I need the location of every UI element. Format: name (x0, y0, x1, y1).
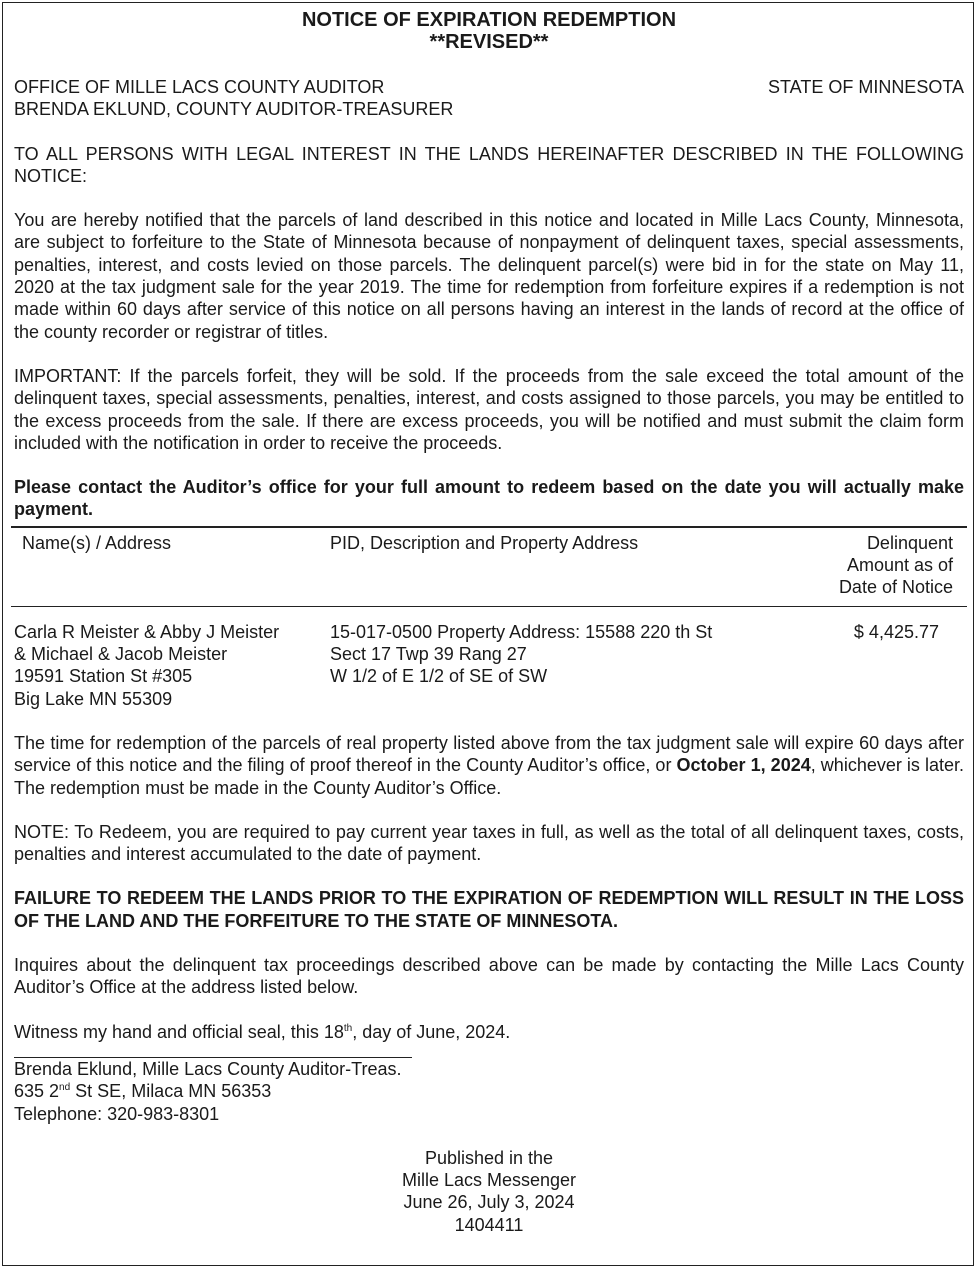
owner-cell (14, 621, 330, 710)
paragraph-contact: Please contact the Auditor’s office for your full amount to redeem based on the date you will actually make payment. (14, 477, 964, 520)
header-amount-line3: Date of Notice (838, 576, 953, 597)
witness-text-end: , day of June, 2024. (352, 1021, 511, 1042)
description-line: Sect 17 Twp 39 Rang 27 (330, 644, 527, 665)
header-amount (810, 532, 953, 598)
owner-line: Big Lake MN 55309 (14, 688, 173, 709)
witness-line (14, 1021, 964, 1043)
witness-sup: th (343, 1022, 353, 1034)
paragraph-important: IMPORTANT: If the parcels forfeit, they will be sold. If the proceeds from the sale exceed the total amount of the delinquent taxes, special assessments, penalties, interest, and costs assigned to those parcels, you may be entitled to the excess proceeds from the sale. If there are excess proceeds, you will be notified and must submit the claim form included with the notification in order to receive the proceeds. (14, 365, 964, 453)
table-header (14, 528, 964, 600)
notice-subtitle: **REVISED** (429, 31, 549, 53)
address-text-end: St SE, Milaca MN 56353 (70, 1081, 272, 1102)
witness-text: Witness my hand and official seal, this 18 (14, 1021, 344, 1042)
amount-cell: $ 4,425.77 (853, 621, 939, 642)
paragraph-warning: FAILURE TO REDEEM THE LANDS PRIOR TO THE EXPIRATION OF REDEMPTION WILL RESULT IN THE LOSS OF THE LAND AND THE FORFEITURE TO THE STATE OF MINNESOTA. (14, 888, 964, 931)
office-line (14, 76, 964, 98)
paragraph-forfeiture: You are hereby notified that the parcels of land described in this notice and located in Mille Lacs County, Minnesota, are subject to forfeiture to the State of Minnesota because of nonpayment of delinquent taxes, special assessments, penalties, interest, and costs levied on those parcels. The delinquent parcel(s) were bid in for the state on May 11, 2020 at the tax judgment sale for the year 2019. The time for redemption from forfeiture expires if a redemption is not made within 60 days after service of this notice on all persons having an interest in the lands of record at the office of the county recorder or registrar of titles. (14, 210, 964, 342)
redemption-text: The time for redemption of the parcels of real property listed above from the tax judgment sale will expire 60 days after service of this notice and the filing of proof thereof in the County Auditor’s office, or (14, 732, 964, 776)
address-sup: nd (59, 1082, 71, 1094)
publication-number: 1404411 (454, 1214, 524, 1235)
paragraph-inquiries: Inquires about the delinquent tax proceedings described above can be made by contacting the Mille Lacs County Auditor’s Office at the address listed below. (14, 955, 964, 998)
paragraph-redemption-time (14, 732, 964, 799)
owner-line: & Michael & Jacob Meister (14, 644, 228, 665)
description-line: 15-017-0500 Property Address: 15588 220 th St (330, 621, 713, 642)
signature-phone: Telephone: 320-983-8301 (14, 1103, 220, 1124)
owner-line: Carla R Meister & Abby J Meister (14, 621, 280, 642)
publication-line: Published in the (424, 1147, 554, 1168)
description-line: W 1/2 of E 1/2 of SE of SW (330, 666, 548, 687)
signature-name: Brenda Eklund, Mille Lacs County Auditor-Treas. (14, 1058, 402, 1079)
paragraph-note: NOTE: To Redeem, you are required to pay current year taxes in full, as well as the total of all delinquent taxes, costs, penalties and interest accumulated to the date of payment. (14, 821, 964, 865)
header-amount-line2: Amount as of (846, 554, 953, 575)
publication-dates: June 26, July 3, 2024 (403, 1192, 575, 1213)
signature-address (14, 1080, 964, 1102)
publication-block (14, 1147, 964, 1236)
redemption-date: October 1, 2024 (676, 755, 811, 776)
auditor-name: BRENDA EKLUND, COUNTY AUDITOR-TREASURER (14, 99, 454, 120)
header-amount-line1: Delinquent (866, 532, 953, 553)
header-names: Name(s) / Address (22, 532, 172, 553)
publication-paper: Mille Lacs Messenger (401, 1170, 577, 1191)
header-pid: PID, Description and Property Address (330, 532, 639, 553)
address-text: 635 2 (14, 1081, 60, 1102)
address-line: TO ALL PERSONS WITH LEGAL INTEREST IN THE LANDS HEREINAFTER DESCRIBED IN THE FOLLOWING NOTICE: (14, 143, 964, 186)
owner-line: 19591 Station St #305 (14, 666, 193, 687)
state-name: STATE OF MINNESOTA (767, 77, 964, 97)
office-name: OFFICE OF MILLE LACS COUNTY AUDITOR (14, 77, 385, 97)
redemption-text-end: , whichever is later. The redemption must be made in the County Auditor’s Office. (14, 755, 965, 798)
notice-title: NOTICE OF EXPIRATION REDEMPTION (301, 9, 677, 31)
legal-notice (14, 9, 964, 1236)
description-cell (330, 621, 830, 710)
table-row (14, 607, 964, 710)
